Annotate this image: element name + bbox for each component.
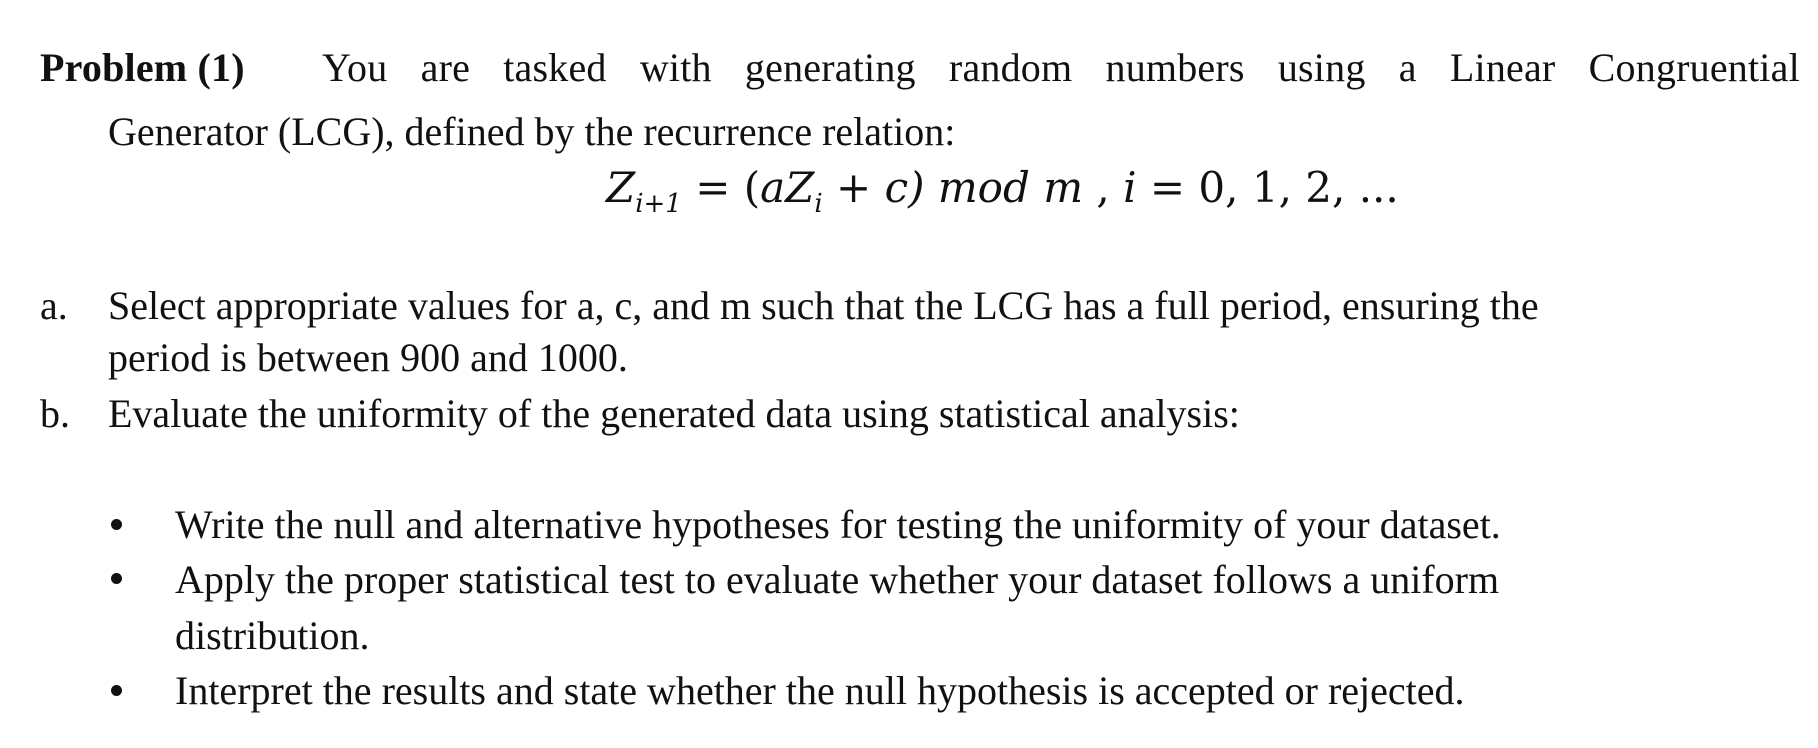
- eq-a: a: [760, 163, 786, 212]
- intro-word: You: [321, 45, 388, 90]
- bullet-dot: [111, 685, 122, 696]
- bullet-3-text: Interpret the results and state whether the null hypothesis is accepted or rejected.: [175, 668, 1465, 713]
- eq-m: m: [1029, 163, 1084, 212]
- intro-word: random: [948, 45, 1073, 90]
- bullet-2-text: Apply the proper statistical test to evaluate whether your dataset follows a uniform: [175, 557, 1500, 602]
- eq-mod: mod: [937, 163, 1030, 212]
- intro-word: tasked: [503, 45, 607, 90]
- part-b-line1: Evaluate the uniformity of the generated data using statistical analysis:: [108, 391, 1240, 436]
- part-a-marker: a.: [40, 283, 68, 328]
- part-a-line2: period is between 900 and 1000.: [108, 335, 628, 380]
- intro-word: Linear: [1449, 45, 1556, 90]
- problem-intro-line: [40, 44, 1800, 92]
- eq-plus-c: + c): [822, 163, 938, 212]
- recurrence-equation: [606, 162, 1399, 230]
- eq-lhs-subscript: i+1: [635, 189, 682, 219]
- bullet-dot: [111, 573, 122, 584]
- intro-word: numbers: [1105, 45, 1245, 90]
- intro-word: a: [1398, 45, 1417, 90]
- eq-z: Z: [785, 163, 815, 212]
- intro-word: are: [420, 45, 471, 90]
- part-a-line1: Select appropriate values for a, c, and m such that the LCG has a full period, ensuring the: [108, 283, 1539, 328]
- eq-values: = 0, 1, 2, ...: [1136, 163, 1399, 212]
- eq-z-subscript: i: [814, 189, 823, 219]
- bullet-1-text: Write the null and alternative hypotheses for testing the uniformity of your dataset.: [175, 502, 1501, 547]
- intro-word: with: [639, 45, 712, 90]
- eq-separator: ,: [1083, 163, 1124, 212]
- eq-lhs: Z: [606, 163, 636, 212]
- bullet-dot: [111, 519, 122, 530]
- part-b-marker: b.: [40, 391, 70, 436]
- intro-word: using: [1277, 45, 1366, 90]
- eq-equals: = (: [681, 163, 761, 212]
- intro-word: generating: [744, 45, 916, 90]
- bullet-2-text-continuation: distribution.: [175, 613, 370, 658]
- problem-label: Problem (1): [40, 45, 245, 90]
- eq-i: i: [1123, 163, 1137, 212]
- problem-intro-continuation: Generator (LCG), defined by the recurrence relation:: [108, 109, 956, 154]
- intro-word: Congruential: [1588, 45, 1800, 90]
